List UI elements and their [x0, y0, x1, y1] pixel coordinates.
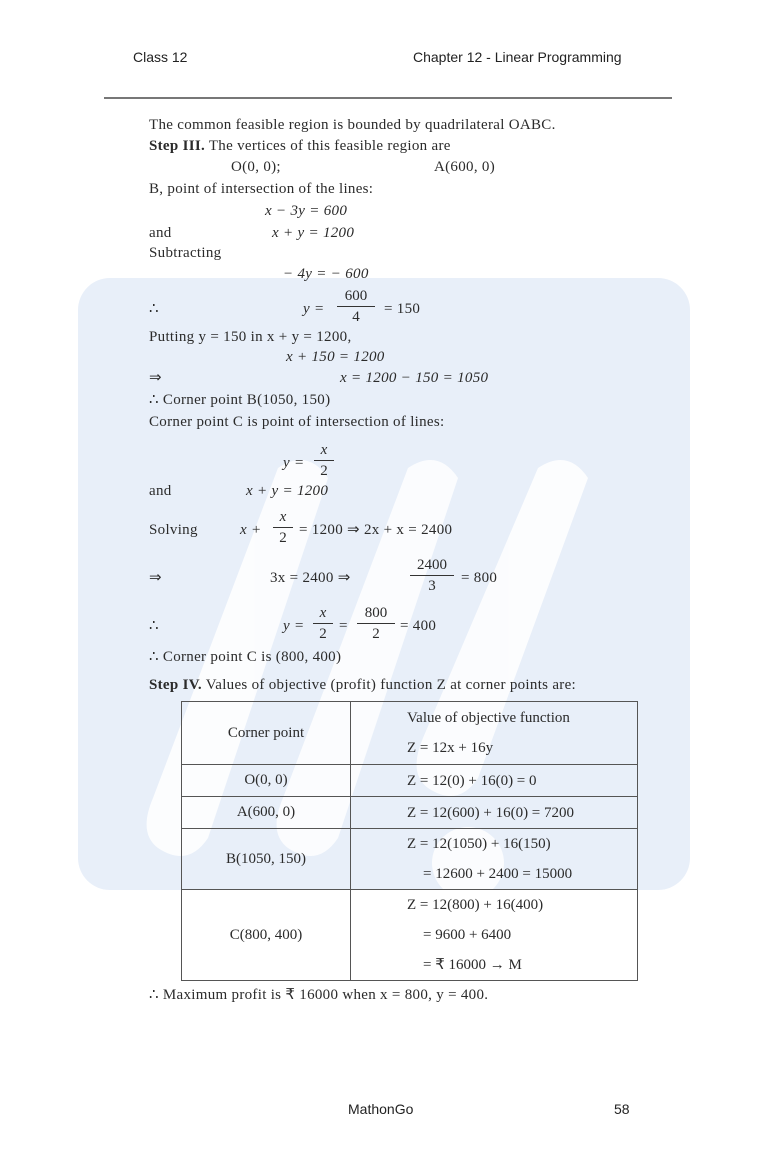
step4-text: Values of objective (profit) function Z at corner points are:: [201, 677, 577, 693]
cell-value: [351, 890, 638, 981]
step3-text: The vertices of this feasible region are: [205, 138, 451, 154]
fraction-denominator: 4: [352, 309, 360, 325]
step3-line: [149, 137, 451, 155]
table-row: [182, 890, 638, 981]
implies-symbol-2: ⇒: [149, 570, 162, 586]
header-value-line-1: Value of objective function: [407, 710, 570, 726]
fraction-x-over-2: [313, 604, 333, 643]
cell-value: [351, 797, 638, 829]
value-line: Z = 12(0) + 16(0) = 0: [407, 772, 537, 789]
value-line: Z = 12(800) + 16(400): [407, 897, 544, 913]
equation-2: x + y = 1200: [272, 225, 355, 241]
vertex-o: O(0, 0);: [231, 159, 281, 175]
equation-7: = 1200 ⇒ 2x + x = 2400: [299, 522, 453, 538]
table-row: [182, 765, 638, 797]
fraction-denominator: 3: [428, 578, 436, 594]
maximum-profit-conclusion: ∴ Maximum profit is ₹ 16000 when x = 800, y = 400.: [149, 987, 489, 1003]
fraction-600-over-4: [337, 287, 375, 326]
header-corner-point: Corner point: [182, 702, 351, 765]
objective-function-table: [181, 701, 638, 981]
fraction-denominator: 2: [320, 463, 328, 479]
fraction-denominator: 2: [319, 626, 327, 642]
value-line: = 9600 + 6400: [423, 927, 512, 943]
cell-corner-point: A(600, 0): [182, 797, 351, 829]
equation-4: x + 150 = 1200: [286, 349, 385, 365]
y-equals-3: y =: [283, 618, 305, 634]
step3-label: Step III.: [149, 138, 206, 154]
equals-sign: =: [339, 618, 348, 634]
fraction-numerator: 2400: [410, 556, 454, 576]
table-header-row: [182, 702, 638, 765]
fraction-result-800: = 800: [461, 570, 498, 586]
vertex-a: A(600, 0): [434, 159, 496, 175]
fraction-2400-over-3: [410, 556, 454, 595]
fraction-numerator: x: [314, 441, 334, 461]
fraction-denominator: 2: [279, 530, 287, 546]
implies-symbol: ⇒: [149, 370, 162, 386]
value-line: = ₹ 16000 → M: [423, 957, 522, 973]
solving-label: Solving: [149, 522, 198, 538]
equation-6: x + y = 1200: [246, 483, 329, 499]
fraction-numerator: x: [313, 604, 333, 624]
x-plus: x +: [240, 522, 262, 538]
header-value: [351, 702, 638, 765]
header-chapter-title: Chapter 12 - Linear Programming: [413, 49, 622, 65]
fraction-result-150: = 150: [384, 301, 421, 317]
fraction-result-400: = 400: [400, 618, 437, 634]
header-divider: [104, 97, 672, 99]
fraction-denominator: 2: [372, 626, 380, 642]
value-line: Z = 12(600) + 16(0) = 7200: [407, 804, 575, 821]
fraction-x-over-2: [273, 508, 293, 547]
cell-value: [351, 765, 638, 797]
value-line: Z = 12(1050) + 16(150): [407, 836, 551, 852]
therefore-symbol-2: ∴: [149, 618, 159, 634]
corner-point-b: ∴ Corner point B(1050, 150): [149, 392, 331, 408]
cell-value: [351, 829, 638, 890]
fraction-numerator: 800: [357, 604, 395, 624]
putting-line: Putting y = 150 in x + y = 1200,: [149, 329, 352, 345]
b-intro: B, point of intersection of the lines:: [149, 181, 374, 197]
y-equals: y =: [303, 301, 325, 317]
header-value-line-2: Z = 12x + 16y: [407, 740, 494, 756]
cell-corner-point: O(0, 0): [182, 765, 351, 797]
value-line: = 12600 + 2400 = 15000: [423, 866, 573, 882]
step4-label: Step IV.: [149, 677, 202, 693]
cell-corner-point: B(1050, 150): [182, 829, 351, 890]
fraction-x-over-2: [314, 441, 334, 480]
page-number: 58: [614, 1101, 630, 1117]
table-row: [182, 829, 638, 890]
and-label-2: and: [149, 483, 172, 499]
and-label-1: and: [149, 225, 172, 241]
therefore-symbol: ∴: [149, 301, 159, 317]
fraction-800-over-2: [357, 604, 395, 643]
subtracting-label: Subtracting: [149, 245, 222, 261]
equation-8: 3x = 2400 ⇒: [270, 570, 351, 586]
header-class-label: Class 12: [133, 49, 188, 65]
y-equals-2: y =: [283, 455, 305, 471]
fraction-numerator: x: [273, 508, 293, 528]
c-intro: Corner point C is point of intersection of lines:: [149, 414, 445, 430]
equation-1: x − 3y = 600: [265, 203, 348, 219]
fraction-numerator: 600: [337, 287, 375, 307]
equation-5: x = 1200 − 150 = 1050: [340, 370, 489, 386]
step4-line: [149, 676, 576, 694]
corner-point-c: ∴ Corner point C is (800, 400): [149, 649, 342, 665]
table-row: [182, 797, 638, 829]
feasible-region-statement: The common feasible region is bounded by quadrilateral OABC.: [149, 117, 556, 133]
footer-brand: MathonGo: [348, 1101, 414, 1117]
equation-3: − 4y = − 600: [283, 266, 369, 282]
cell-corner-point: C(800, 400): [182, 890, 351, 981]
